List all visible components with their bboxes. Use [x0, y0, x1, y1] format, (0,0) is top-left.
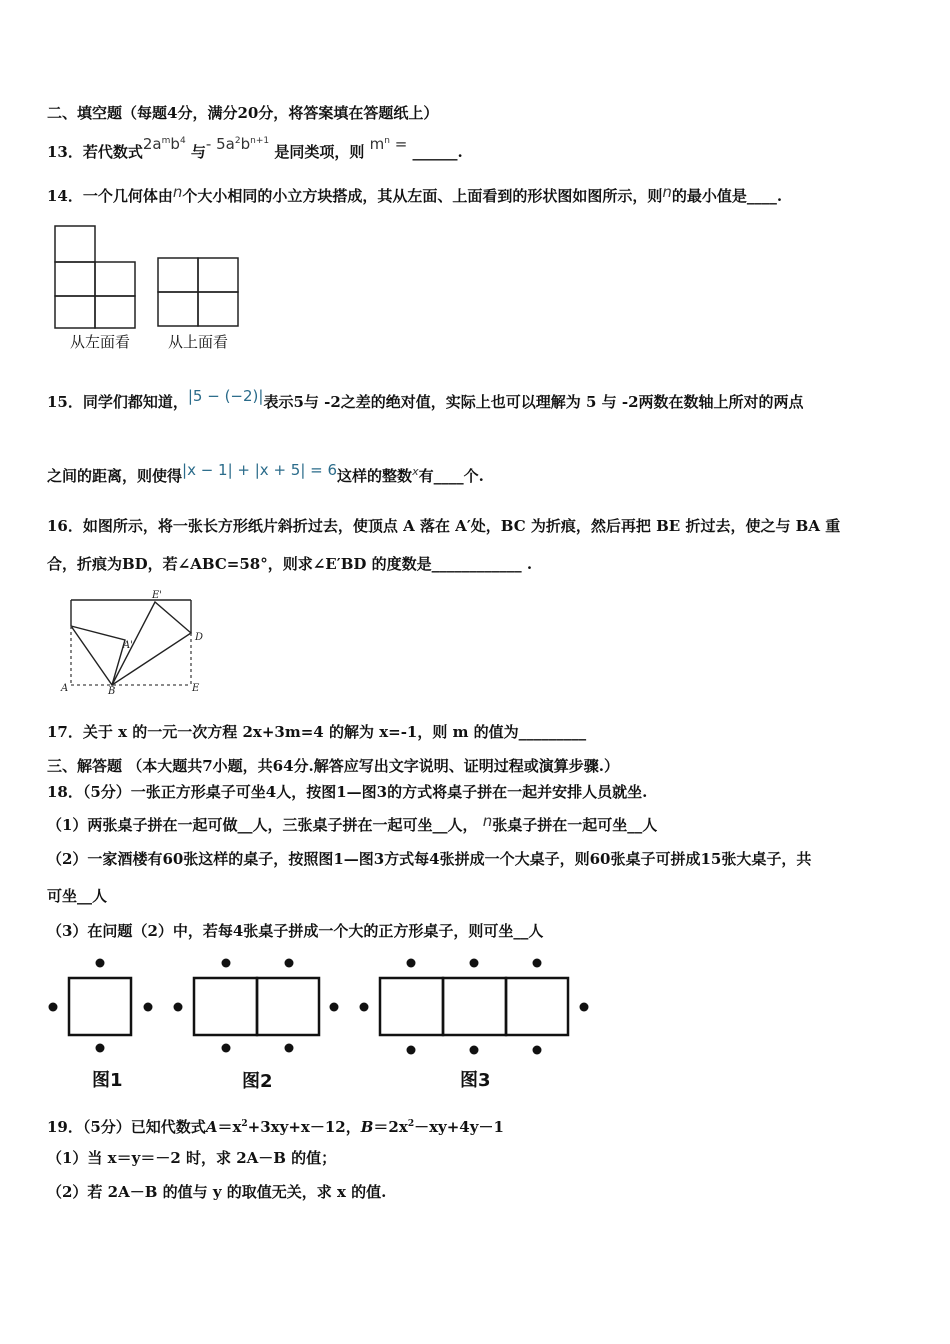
question-14: 14．一个几何体由n个大小相同的小立方块搭成，其从左面、上面看到的形状图如图所示，则n的最小值是____. [47, 183, 783, 205]
label-E: E [192, 683, 200, 694]
question-19-part1: （1）当 x＝y＝－2 时，求 2A－B 的值； [47, 1149, 337, 1167]
question-16-line2: 合，折痕为BD，若∠ABC=58°，则求∠E′BD 的度数是____________ . [47, 555, 533, 573]
q14-n-var-2: n [662, 183, 672, 201]
top-view-shape [158, 258, 238, 326]
q18-n-var: n [482, 812, 493, 830]
q15-eq-expr: |x − 1| + |x + 5| = 6 [182, 461, 338, 479]
question-18-title: 18．（5分）一张正方形桌子可坐4人，按图1—图3的方式将桌子拼在一起并安排人员就坐. [47, 783, 648, 801]
question-18-part2-line2: 可坐__人 [47, 887, 108, 905]
caption-fig2: 图2 [242, 1071, 273, 1092]
question-15-line1: 15．同学们都知道，|5 − (−2)|表示5与 -2之差的绝对值，实际上也可以理解为 5 与 -2两数在数轴上所对的两点 [47, 387, 804, 411]
question-18-part2-line1: （2）一家酒楼有60张这样的桌子，按照图1—图3方式每4张拼成一个大桌子，则60张桌子可拼成15张大桌子，共 [47, 850, 812, 868]
caption-top-view: 从上面看 [168, 333, 229, 351]
label-A-prime: A' [123, 640, 133, 651]
caption-left-view: 从左面看 [70, 333, 131, 351]
label-D: D [195, 632, 204, 643]
q15-abs-expr: |5 − (−2)| [187, 387, 264, 405]
table-figure-2 [174, 959, 339, 1053]
q16-fold-figure [55, 588, 215, 698]
label-B: B [108, 686, 116, 697]
caption-fig1: 图1 [92, 1070, 123, 1091]
table-figure-3 [360, 959, 589, 1055]
caption-fig3: 图3 [460, 1070, 491, 1091]
q13-text: 13．若代数式 [47, 143, 143, 161]
q13-expr3: $m^n$ = [369, 135, 408, 153]
q13-blank: ______. [412, 143, 463, 161]
question-16-line1: 16．如图所示，将一张长方形纸片斜折过去，使顶点 A 落在 A′处，BC 为折痕，然后再把 BE 折过去，使之与 BA 重 [47, 517, 841, 535]
q18-tables-figure [40, 950, 610, 1060]
question-13 [47, 135, 463, 162]
question-19-part2: （2）若 2A－B 的值与 y 的取值无关，求 x 的值. [47, 1183, 387, 1201]
label-E-prime: E' [152, 590, 163, 601]
q13-expr1: $2a^mb^4$ [142, 135, 186, 153]
question-19-title: 19．（5分）已知代数式$A=x^2+3xy+x-12$，$B=2x^2-xy+4y-1$ [47, 1118, 504, 1136]
q13-conn: 与 [190, 143, 206, 161]
q15-x-var: x [412, 465, 419, 478]
q14-n-var: n [172, 183, 183, 201]
section-heading-fill-in: 二、填空题（每题4分，满分20分，将答案填在答题纸上） [47, 104, 439, 122]
q13-expr2: - $5a^2b^{n+1}$ [205, 135, 270, 153]
question-17: 17．关于 x 的一元一次方程 2x+3m=4 的解为 x=-1，则 m 的值为_________ [47, 723, 587, 741]
q13-tail: 是同类项，则 [274, 143, 365, 161]
label-A: A [61, 683, 69, 694]
question-18-part1: （1）两张桌子拼在一起可做__人，三张桌子拼在一起可坐__人， n张桌子拼在一起可坐__人 [47, 812, 658, 834]
section-heading-answer: 三、解答题 （本大题共7小题，共64分.解答应写出文字说明、证明过程或演算步骤.） [47, 757, 619, 775]
question-15-line2: 之间的距离，则使得|x − 1| + |x + 5| = 6这样的整数$^x$有____个. [47, 461, 484, 485]
question-18-part3: （3）在问题（2）中，若每4张桌子拼成一个大的正方形桌子，则可坐__人 [47, 922, 544, 940]
table-figure-1 [49, 959, 153, 1053]
left-view-shape [55, 226, 135, 328]
